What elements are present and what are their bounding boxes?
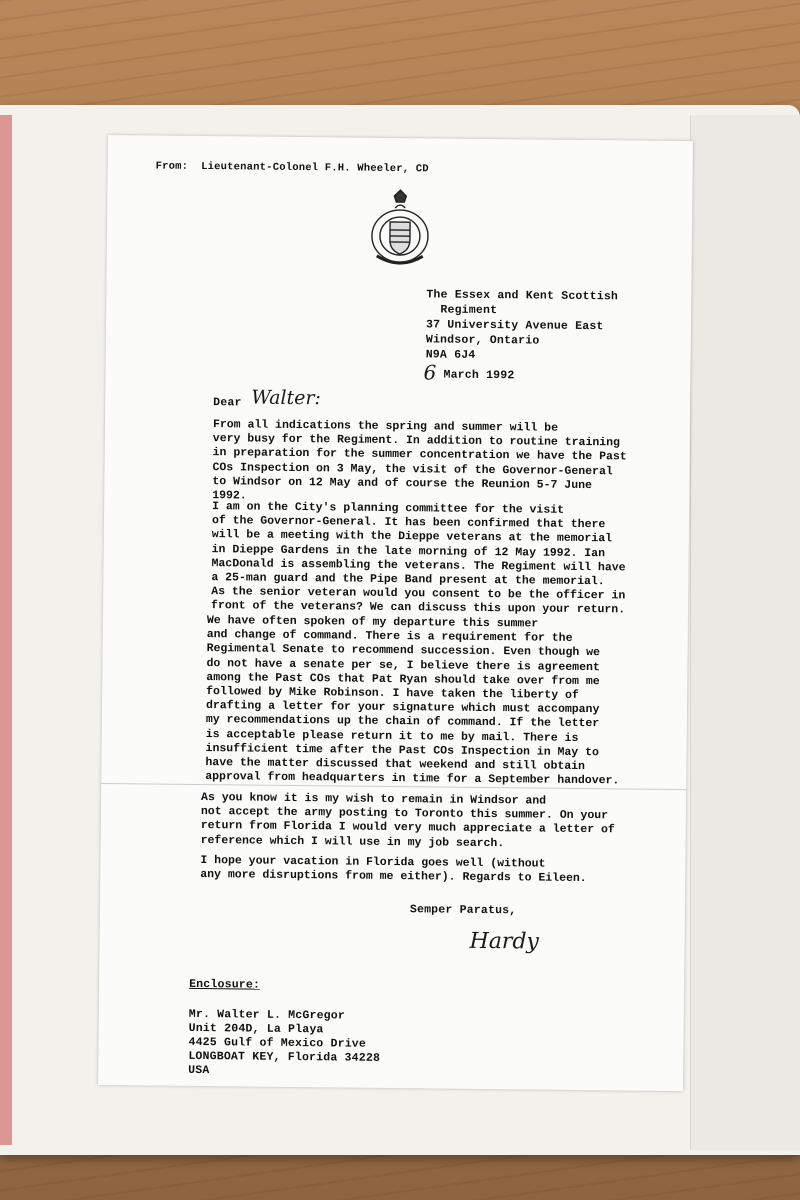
recipient-line: Mr. Walter L. McGregor: [188, 1007, 346, 1023]
paragraph: I hope your vacation in Florida goes well (without any more disruptions from me either). Regards to Eileen.: [200, 854, 587, 886]
salutation-prefix: Dear: [213, 396, 242, 410]
address-line: Regiment: [426, 303, 498, 318]
from-label: From:: [155, 160, 189, 173]
date-day-handwritten: 6: [423, 360, 437, 385]
paragraph: I am on the City's planning committee for the visit of the Governor-General. It has been confirmed that there will be a meeting with the Dieppe veterans at the memorial in Dieppe Gardens in the late morning of 12 May 1992. Ian MacDonald is assembling the veterans. The Regiment will have a 25-man guard and the Pipe Band present at the memorial. As the senior veteran would you consent to be the officer in front of the veterans? We can discuss this upon your return.: [211, 500, 626, 617]
paragraph: As you know it is my wish to remain in Windsor and not accept the army posting to Toronto this summer. On your return from Florida I would very much appreciate a letter of reference which I will use in my job search.: [200, 791, 615, 850]
paragraph: We have often spoken of my departure this summer and change of command. There is a requirement for the Regimental Senate to recommend succession. Even though we do not have a senate per se, I believe there is agreement among the Past COs that Pat Ryan should take over from me followed by Mike Robinson. I have taken the liberty of drafting a letter for your signature which must accompany my recommendations up the chain of command. If the letter is acceptable please return it to me by mail. There is insufficient time after the Past COs Inspection in May to have the matter discussed that weekend and still obtain approval from headquarters in time for a September handover.: [205, 614, 620, 788]
recipient-line: LONGBOAT KEY, Florida 34228: [188, 1049, 381, 1065]
signature-handwritten: Hardy: [469, 928, 540, 955]
paragraph: From all indications the spring and summer will be very busy for the Regiment. In addition to routine training in preparation for the summer concentration we have the Past COs Inspection on 3 May, the visit of the Governor-General to Windsor on 12 May and of course the Reunion 5-7 June 1992.: [212, 418, 627, 503]
recipient-line: USA: [188, 1063, 210, 1078]
recipient-line: 4425 Gulf of Mexico Drive: [188, 1035, 367, 1051]
letter-sheet: [98, 135, 693, 1091]
address-line: The Essex and Kent Scottish: [426, 288, 619, 304]
recipient-line: Unit 204D, La Playa: [188, 1021, 324, 1037]
from-line: [156, 160, 429, 177]
address-line: 37 University Avenue East: [425, 318, 604, 334]
enclosure-label: Enclosure:: [189, 977, 261, 992]
address-line: Windsor, Ontario: [425, 333, 540, 348]
closing: Semper Paratus,: [409, 903, 517, 918]
album-spine-edge: [0, 115, 12, 1145]
regiment-crest-icon: [365, 186, 436, 269]
album-facing-page: [690, 115, 800, 1150]
from-name: Lieutenant-Colonel F.H. Wheeler, CD: [201, 160, 429, 176]
salutation-name-handwritten: Walter:: [251, 386, 322, 410]
address-line: N9A 6J4: [425, 348, 476, 362]
date-month-year: March 1992: [443, 368, 515, 383]
